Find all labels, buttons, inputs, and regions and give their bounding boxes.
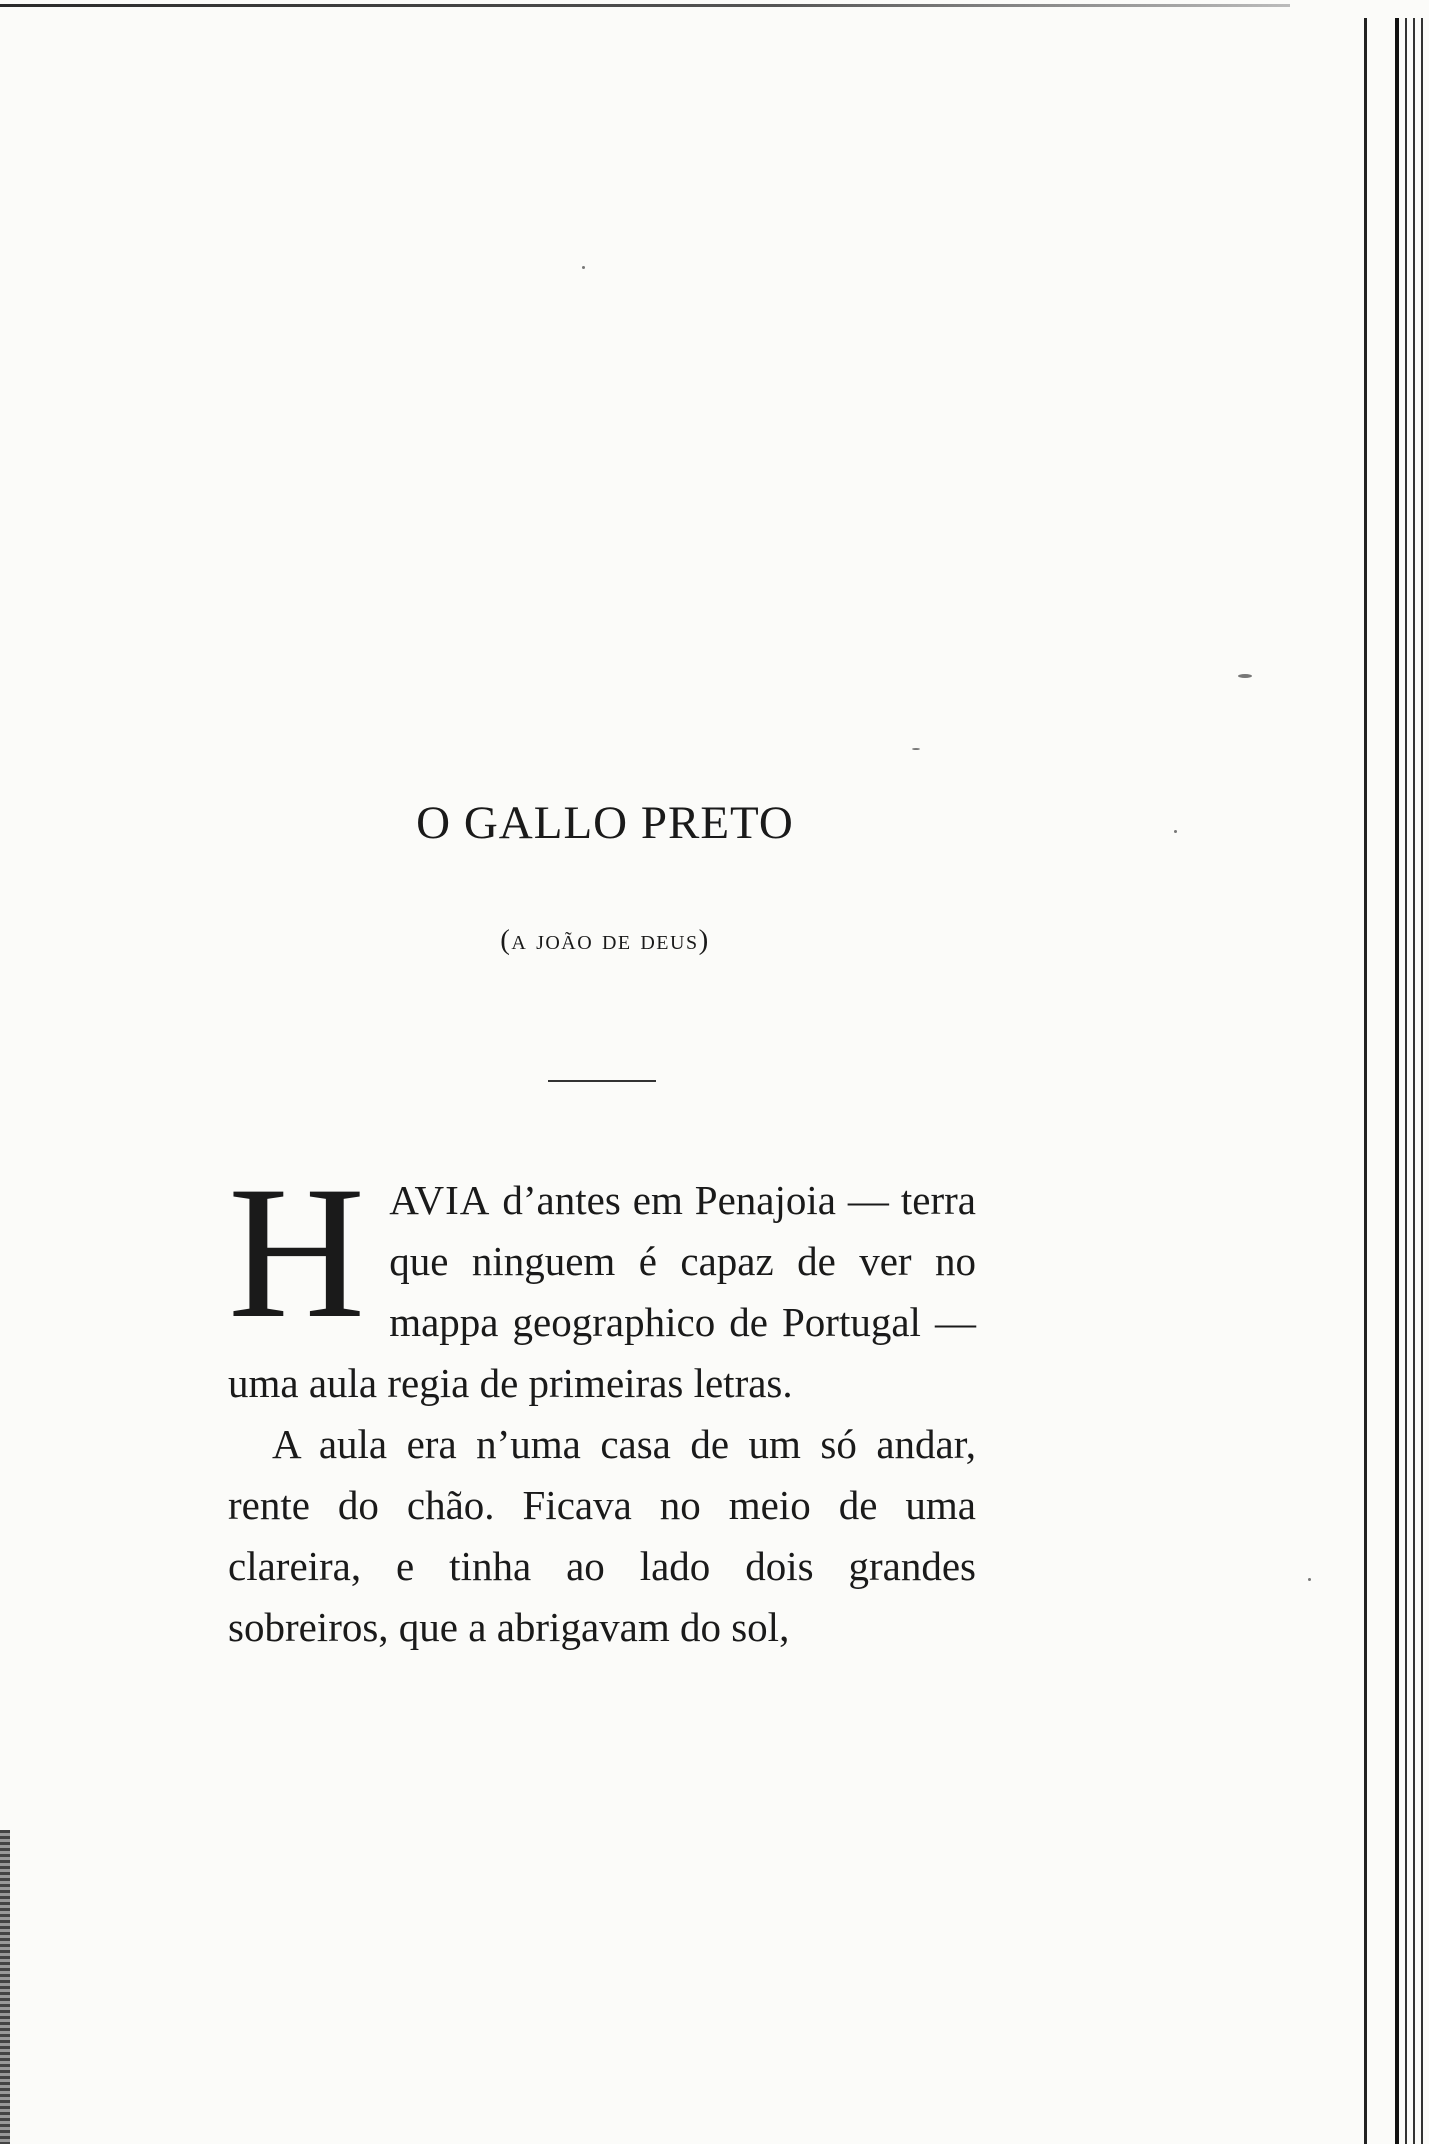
- section-divider: [548, 1080, 656, 1082]
- book-spine-edge: [1364, 18, 1429, 2144]
- paragraph: A aula era n’uma casa de um só andar, rente do chão. Ficava no meio de uma clareira, e tinha ao lado dois grandes sobreiros, que a abrigavam do sol,: [228, 1421, 976, 1650]
- paper-speck: [582, 266, 585, 269]
- body-text: [228, 1148, 976, 1658]
- dedication: (a joão de deus): [500, 924, 710, 956]
- first-word: AVIA: [389, 1177, 491, 1223]
- paragraph: [228, 1148, 976, 1414]
- chapter-title: O GALLO PRETO: [416, 797, 794, 849]
- left-page-edge: [0, 1830, 10, 2144]
- paper-speck: [1238, 674, 1252, 678]
- drop-cap: H: [228, 1148, 366, 1358]
- top-edge-rule: [0, 4, 1290, 7]
- paper-speck: [912, 748, 920, 750]
- paragraph-text: d’antes em Penajoia — terra que ninguem é capaz de ver no mappa geographico de Portugal — uma aula regia de primeiras letras.: [228, 1177, 976, 1406]
- paper-speck: [1308, 1578, 1311, 1581]
